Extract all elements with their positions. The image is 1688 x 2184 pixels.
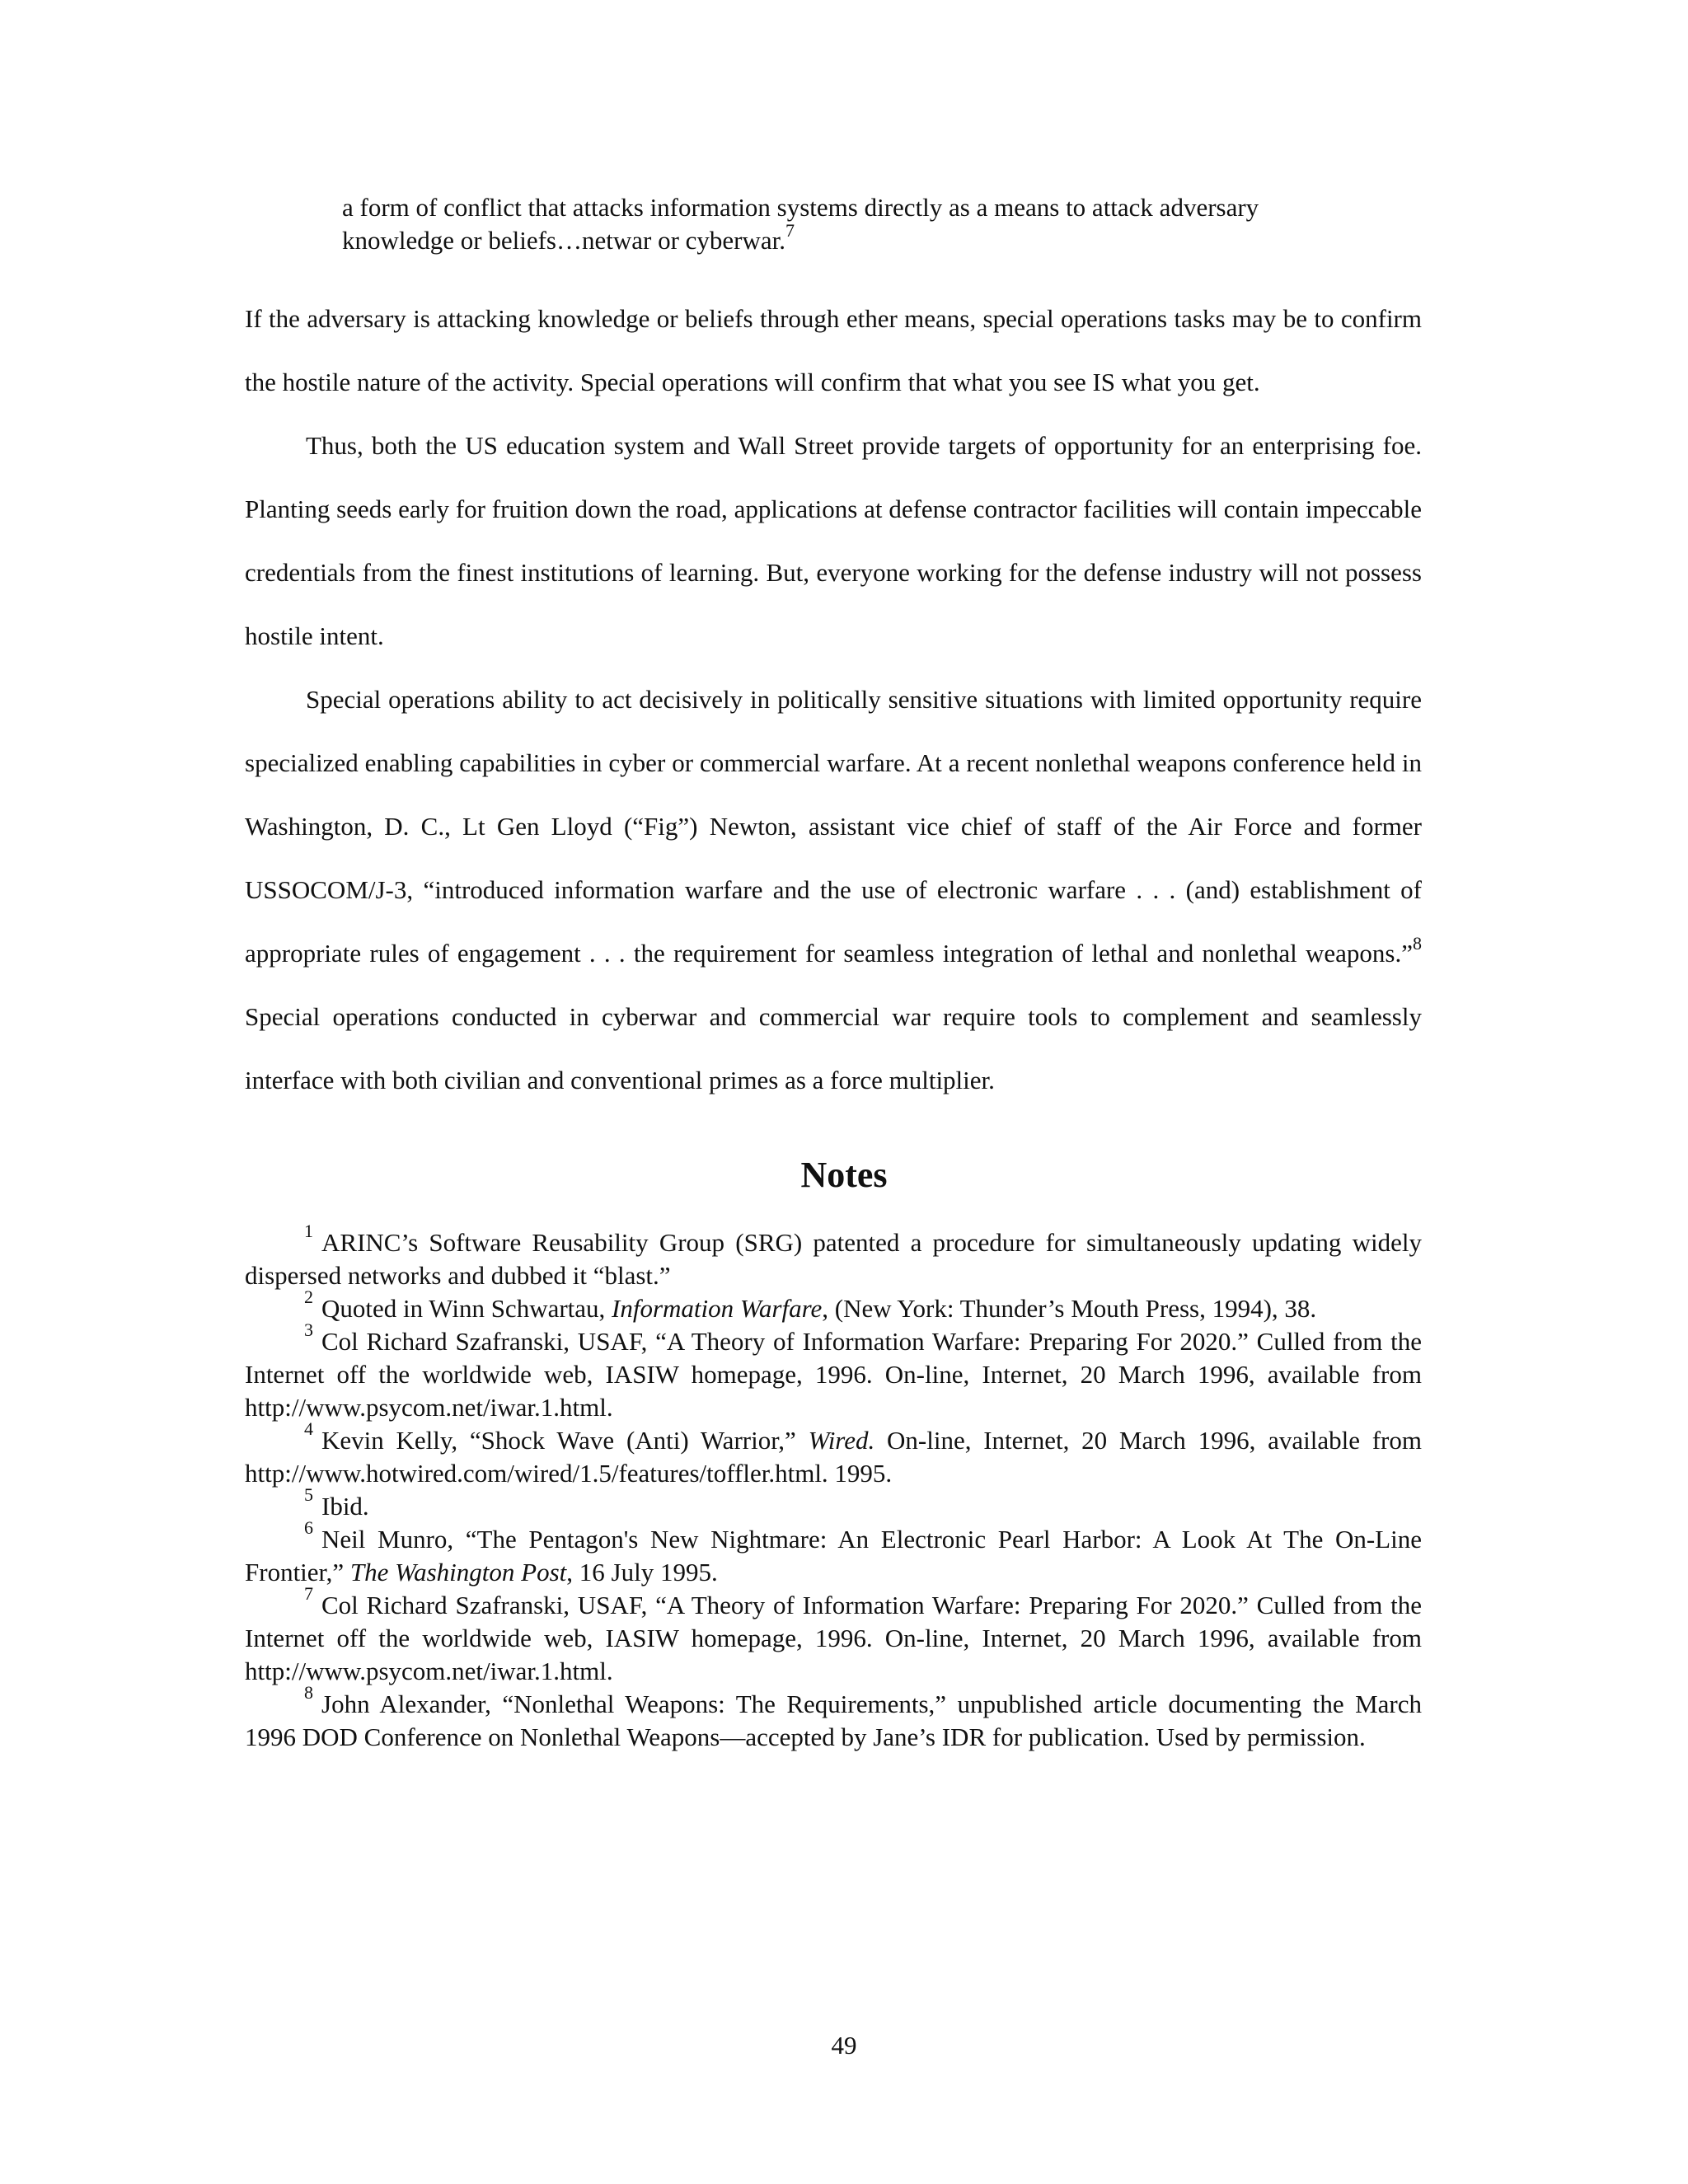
paragraph-3-text-after: Special operations conducted in cyberwar and commercial war require tools to complement and seamlessly interface with both civilian and conventional primes as a force multiplier. xyxy=(245,1002,1422,1094)
note-italic-title: Wired. xyxy=(808,1426,875,1455)
note-number: 3 xyxy=(304,1319,313,1340)
page-number: 49 xyxy=(831,2031,857,2060)
paragraph-3-text-before: Special operations ability to act decisively in politically sensitive situations with limited opportunity require specialized enabling capabilities in cyber or commercial warfare. At a recent nonlethal weapons conference held in Washington, D. C., Lt Gen Lloyd (“Fig”) Newton, assistant vice chief of staff of the Air Force and former USSOCOM/J-3, “introduced information warfare and the use of electronic warfare . . . (and) establishment of appropriate rules of engagement . . . the requirement for seamless integration of lethal and nonlethal weapons.” xyxy=(245,685,1422,968)
footnote-ref-8: 8 xyxy=(1413,932,1422,954)
note-number: 1 xyxy=(304,1220,313,1241)
paragraph-1: If the adversary is attacking knowledge or beliefs through ether means, special operations tasks may be to confirm the hostile nature of the activity. Special operations will confirm that what you see IS what you get. xyxy=(245,304,1422,396)
note-text: Col Richard Szafranski, USAF, “A Theory of Information Warfare: Preparing For 2020.” Culled from the Internet off the worldwide web, IASIW homepage, 1996. On-line, Internet, 20 March 1996, available from http://www.psycom.net/iwar.1.html. xyxy=(245,1591,1422,1685)
note-number: 5 xyxy=(304,1483,313,1505)
note-7 xyxy=(245,1582,1422,1688)
paragraph-3 xyxy=(245,668,1422,1112)
note-text-after: , (New York: Thunder’s Mouth Press, 1994), 38. xyxy=(822,1294,1317,1323)
note-text-before: Neil Munro, “The Pentagon's New Nightmare: An Electronic Pearl Harbor: A Look At The On-Line Frontier,” xyxy=(245,1525,1422,1586)
notes-list xyxy=(245,1220,1422,1754)
note-2 xyxy=(245,1286,1422,1325)
notes-heading: Notes xyxy=(800,1155,888,1195)
note-text-before: Quoted in Winn Schwartau, xyxy=(321,1294,612,1323)
note-5 xyxy=(245,1483,1422,1523)
note-4 xyxy=(245,1418,1422,1490)
note-number: 7 xyxy=(304,1582,313,1604)
note-3 xyxy=(245,1319,1422,1424)
note-number: 2 xyxy=(304,1286,313,1307)
paragraph-2: Thus, both the US education system and Wall Street provide targets of opportunity for an enterprising foe. Planting seeds early for fruition down the road, applications at defense contractor facilities will contain impeccable credentials from the finest institutions of learning. But, everyone working for the defense industry will not possess hostile intent. xyxy=(245,431,1422,650)
note-italic-title: The Washington Post xyxy=(349,1558,567,1586)
note-italic-title: Information Warfare xyxy=(612,1294,823,1323)
footnote-ref-7: 7 xyxy=(785,219,795,241)
note-text: John Alexander, “Nonlethal Weapons: The Requirements,” unpublished article documenting the March 1996 DOD Conference on Nonlethal Weapons—accepted by Jane’s IDR for publication. Used by permission. xyxy=(245,1690,1422,1751)
note-text: Col Richard Szafranski, USAF, “A Theory of Information Warfare: Preparing For 2020.” Culled from the Internet off the worldwide web, IASIW homepage, 1996. On-line, Internet, 20 March 1996, available from http://www.psycom.net/iwar.1.html. xyxy=(245,1327,1422,1422)
note-8 xyxy=(245,1681,1422,1754)
note-number: 4 xyxy=(304,1418,313,1439)
note-text: ARINC’s Software Reusability Group (SRG) patented a procedure for simultaneously updating widely dispersed networks and dubbed it “blast.” xyxy=(245,1228,1422,1290)
block-quote xyxy=(342,191,1364,257)
note-1 xyxy=(245,1220,1422,1292)
note-number: 8 xyxy=(304,1681,313,1703)
block-quote-text: a form of conflict that attacks information systems directly as a means to attack adversary knowledge or beliefs…netwar or cyberwar. xyxy=(342,193,1259,255)
note-number: 6 xyxy=(304,1516,313,1538)
note-text: Ibid. xyxy=(321,1492,369,1521)
body-text xyxy=(245,287,1422,1112)
note-text-after: , 16 July 1995. xyxy=(566,1558,718,1586)
note-text-after: On-line, Internet, 20 March 1996, available from http://www.hotwired.com/wired/1.5/features/toffler.html. 1995. xyxy=(245,1426,1422,1488)
note-6 xyxy=(245,1516,1422,1589)
note-text-before: Kevin Kelly, “Shock Wave (Anti) Warrior,” xyxy=(321,1426,809,1455)
